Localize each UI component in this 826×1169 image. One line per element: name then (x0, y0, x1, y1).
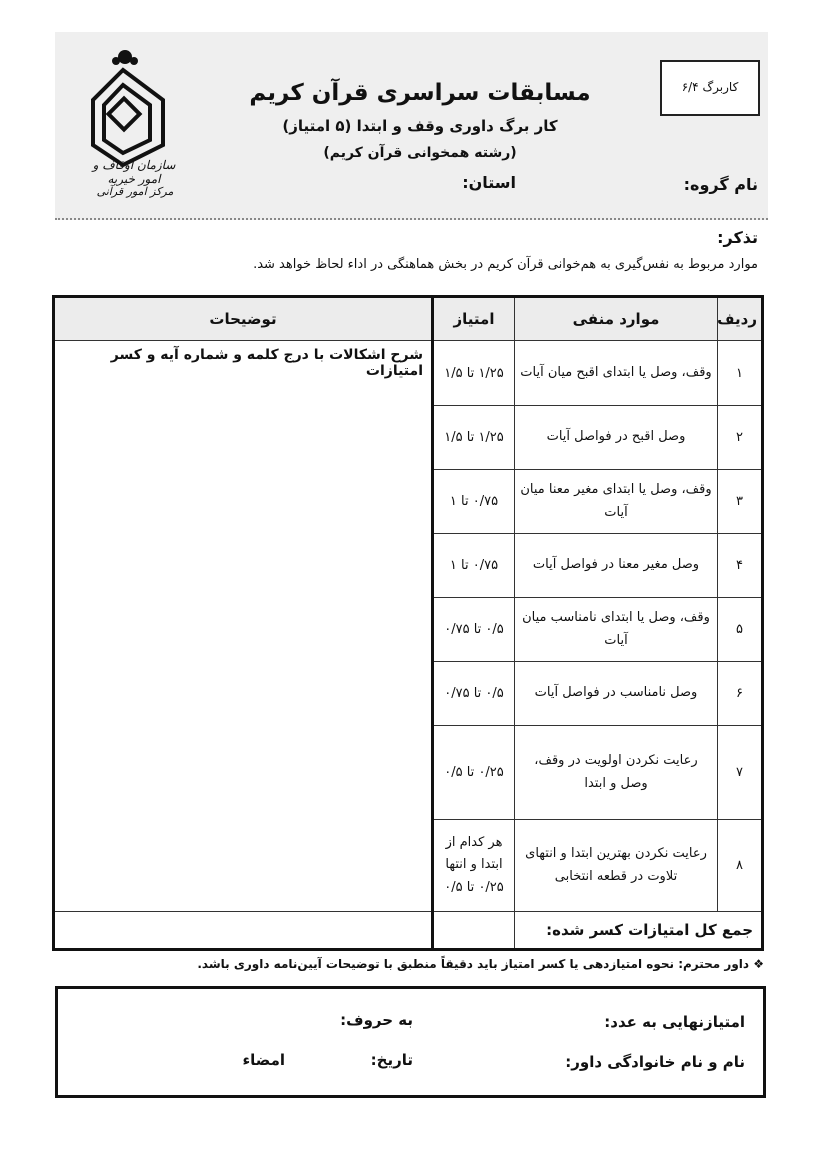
row-number: ۵ (718, 598, 763, 662)
score-range: ۰/۵ تا ۰/۷۵ (433, 598, 515, 662)
description-cell[interactable] (54, 341, 433, 912)
scoring-table (52, 295, 764, 951)
total-deductions-label: جمع کل امتیازات کسر شده: (515, 912, 763, 950)
negative-item: وقف، وصل یا ابتدای نامناسب میان آیات (515, 598, 718, 662)
header-description: توضیحات (54, 297, 433, 341)
score-range: ۰/۷۵ تا ۱ (433, 534, 515, 598)
negative-item: وصل نامناسب در فواصل آیات (515, 662, 718, 726)
page-subtitle-field: (رشته همخوانی قرآن کریم) (323, 145, 517, 161)
judge-note: ❖ داور محترم: نحوه امتیازدهی یا کسر امتیاز باید دقیقاً منطبق با توضیحات آیین‌نامه داوری باشد. (197, 957, 764, 971)
card-number: کاربرگ ۶/۴ (681, 80, 739, 94)
score-range: ۱/۲۵ تا ۱/۵ (433, 406, 515, 470)
negative-item: وقف، وصل یا ابتدای اقبح میان آیات (515, 341, 718, 406)
table-header-row (54, 297, 763, 341)
judge-name-label: نام و نام خانوادگی داور: (565, 1053, 745, 1071)
row-number: ۱ (718, 341, 763, 406)
center-name: مرکز امور قرآنی (96, 185, 174, 198)
total-desc-cell[interactable] (54, 912, 433, 950)
row-number: ۴ (718, 534, 763, 598)
score-range: ۰/۷۵ تا ۱ (433, 470, 515, 534)
score-range: ۰/۵ تا ۰/۷۵ (433, 662, 515, 726)
description-note: شرح اشکالات با درج کلمه و شماره آیه و کسر امتیازات (110, 347, 423, 379)
signature-label: امضاء (242, 1051, 285, 1069)
card-number-box (660, 60, 760, 116)
province-label: استان: (462, 173, 516, 192)
reminder-text: موارد مربوط به نفس‌گیری به هم‌خوانی قرآن کریم در بخش هماهنگی در اداء لحاظ خواهد شد. (253, 257, 758, 272)
header-negative-items: موارد منفی (515, 297, 718, 341)
score-range: ۱/۲۵ تا ۱/۵ (433, 341, 515, 406)
negative-item: وصل اقبح در فواصل آیات (515, 406, 718, 470)
negative-item: وقف، وصل یا ابتدای مغیر معنا میان آیات (515, 470, 718, 534)
final-score-number-label: امتیازنهایی به عدد: (604, 1013, 745, 1031)
total-deductions-field[interactable] (433, 912, 515, 950)
header-row-number: ردیف (718, 297, 763, 341)
final-score-box (55, 986, 766, 1098)
total-row (54, 912, 763, 950)
row-number: ۷ (718, 726, 763, 820)
row-number: ۶ (718, 662, 763, 726)
organization-name: سازمان اوقاف و امور خیریه (92, 158, 176, 186)
page-title: مسابقات سراسری قرآن کریم (249, 80, 591, 106)
group-name-label: نام گروه: (683, 175, 758, 194)
score-range: ۰/۲۵ تا ۰/۵ (433, 726, 515, 820)
row-number: ۳ (718, 470, 763, 534)
header-score: امتیاز (433, 297, 515, 341)
negative-item: وصل مغیر معنا در فواصل آیات (515, 534, 718, 598)
score-range: هر کدام از ابتدا و انتها ۰/۲۵ تا ۰/۵ (433, 820, 515, 912)
table-row (54, 341, 763, 406)
page-subtitle: کار برگ داوری وقف و ابتدا (۵ امتیاز) (282, 117, 558, 135)
final-score-letters-label: به حروف: (340, 1011, 413, 1029)
date-label: تاریخ: (370, 1051, 413, 1069)
row-number: ۸ (718, 820, 763, 912)
negative-item: رعایت نکردن اولویت در وقف، وصل و ابتدا (515, 726, 718, 820)
negative-item: رعایت نکردن بهترین ابتدا و انتهای تلاوت در قطعه انتخابی (515, 820, 718, 912)
row-number: ۲ (718, 406, 763, 470)
reminder-title: تذکر: (717, 228, 758, 247)
